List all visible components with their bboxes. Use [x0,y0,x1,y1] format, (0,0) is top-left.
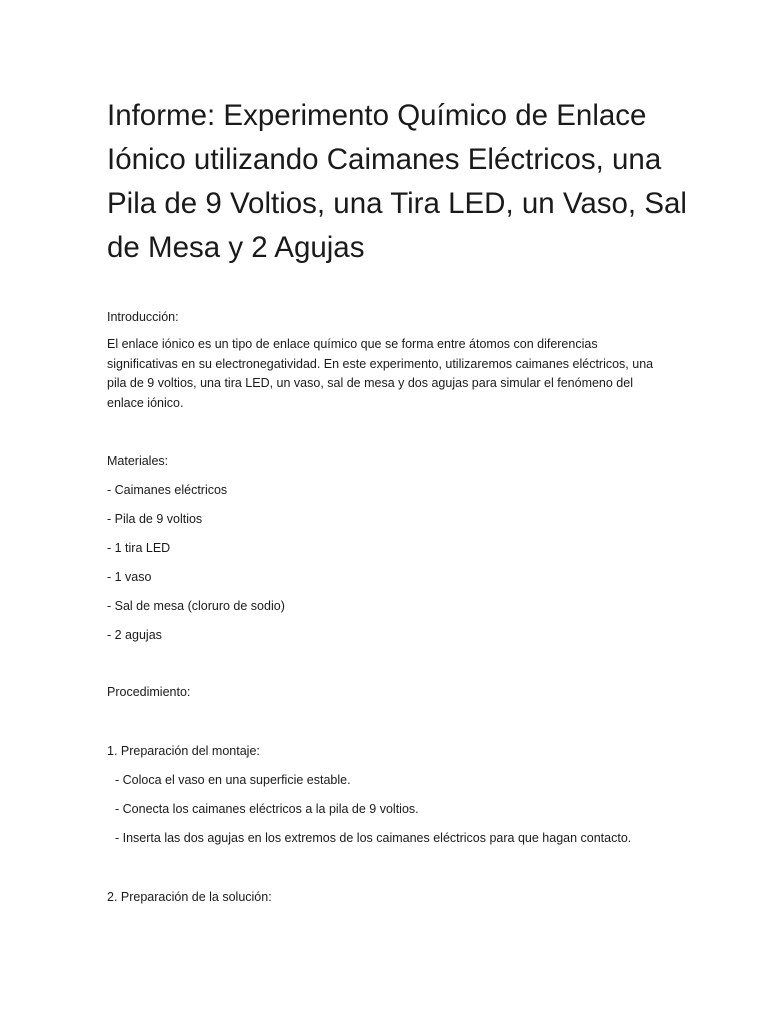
materials-item: - Caimanes eléctricos [107,483,228,497]
step1-item: - Coloca el vaso en una superficie estable. [115,773,351,787]
step1-item: - Inserta las dos agujas en los extremos de los caimanes eléctricos para que hagan contacto. [115,831,632,845]
step1-heading: 1. Preparación del montaje: [107,744,260,758]
intro-line: significativas en su electronegatividad. En este experimento, utilizaremos caimanes eléctricos, una [107,356,654,371]
intro-line: El enlace iónico es un tipo de enlace químico que se forma entre átomos con diferencias [107,337,598,351]
materials-item: - Sal de mesa (cloruro de sodio) [107,599,285,613]
intro-line: pila de 9 voltios, una tira LED, un vaso, sal de mesa y dos agujas para simular el fenómeno del [107,376,633,390]
intro-paragraph [107,335,653,413]
materials-item: - Pila de 9 voltios [107,512,203,526]
step1-item: - Conecta los caimanes eléctricos a la pila de 9 voltios. [115,802,419,816]
intro-line: enlace iónico. [107,395,184,410]
materials-item: - 1 vaso [107,570,152,584]
materials-item: - 2 agujas [107,628,162,642]
step2-heading: 2. Preparación de la solución: [107,890,272,904]
intro-heading: Introducción: [107,310,179,324]
procedure-heading: Procedimiento: [107,685,191,699]
materials-item: - 1 tira LED [107,541,171,555]
document-title: Informe: Experimento Químico de Enlace Iónico utilizando Caimanes Eléctricos, una Pila de 9 Voltios, una Tira LED, un Vaso, Sal de Mesa y 2 Agujas [107,99,687,264]
materials-heading: Materiales: [107,454,169,468]
